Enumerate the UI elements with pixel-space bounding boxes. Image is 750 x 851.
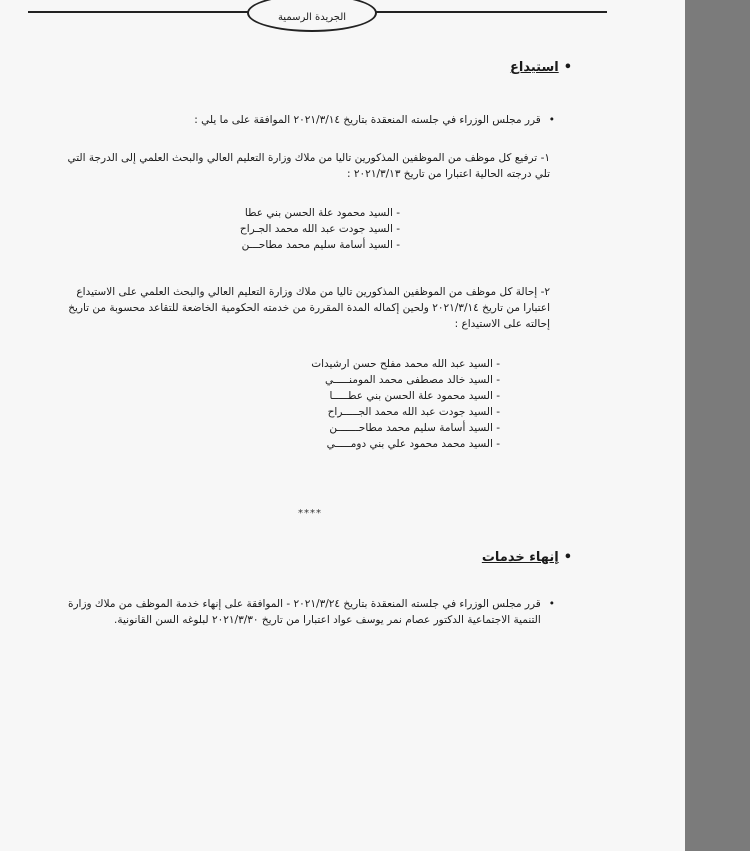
list-item: - السيد أسامة سليم محمد مطاحـــن: [241, 239, 400, 251]
bullet-icon: •: [563, 550, 572, 565]
list-item: - السيد محمود علة الحسن بني عطا: [244, 207, 400, 219]
list-item: - السيد عبد الله محمد مفلح حسن ارشيدات: [311, 358, 500, 370]
section1-item2-text: ٢- إحالة كل موظف من الموظفين المذكورين تاليا من ملاك وزارة التعليم العالي والبحث العلمي على الاستيداع اعتبارا من تاريخ ٢٠٢١/٣/١٤ ولحين إكماله المدة المقررة من خدمته الحكومية الخاضعة للتقاعد محسوبة من تاريخ إحالته على الاستيداع :: [68, 286, 550, 330]
list-item: - السيد أسامة سليم محمد مطاحـــــــن: [329, 422, 500, 434]
section2-text: • قرر مجلس الوزراء في جلسته المنعقدة بتاريخ ٢٠٢١/٣/٢٤ - الموافقة على إنهاء خدمة الموظف من ملاك وزارة التنمية الاجتماعية الدكتور عصام نمر يوسف عواد اعتبارا من تاريخ ٢٠٢١/٣/٣٠ لبلوغه السن القانونية.: [67, 598, 555, 626]
section-title-termination: •إنهاء خدمات: [481, 550, 572, 565]
list-item: - السيد خالد مصطفى محمد المومنـــــي: [325, 374, 500, 386]
section1-intro: • قرر مجلس الوزراء في جلسته المنعقدة بتاريخ ٢٠٢١/٣/١٤ الموافقة على ما يلي :: [194, 114, 555, 126]
section1-item1-text: ١- ترفيع كل موظف من الموظفين المذكورين تاليا من ملاك وزارة التعليم العالي والبحث العلمي إلى الدرجة التي تلي درجته الحالية اعتبارا من تاريخ ٢٠٢١/٣/١٣ :: [67, 152, 550, 180]
item1-names-list: [240, 205, 400, 253]
section-separator: ****: [298, 508, 322, 519]
section-title-istidaa: •استيداع: [509, 60, 572, 75]
header-rule-right: [373, 11, 607, 13]
list-item: - السيد جودت عبد الله محمد الجـــــراح: [327, 406, 500, 418]
list-item: - السيد جودت عبد الله محمد الجـراح: [239, 223, 400, 235]
gazette-header-badge: [247, 0, 377, 32]
viewer-side-panel: [685, 0, 750, 851]
bullet-icon: •: [548, 114, 555, 126]
bullet-icon: •: [563, 60, 572, 75]
list-item: - السيد محمد محمود علي بني دومـــــي: [326, 438, 500, 450]
list-item: - السيد محمود علة الحسن بني عطـــــا: [329, 390, 500, 402]
header-rule-left: [28, 11, 250, 13]
gazette-title: الجريدة الرسمية: [277, 11, 347, 23]
item2-names-list: [311, 356, 500, 452]
bullet-icon: •: [548, 598, 555, 610]
